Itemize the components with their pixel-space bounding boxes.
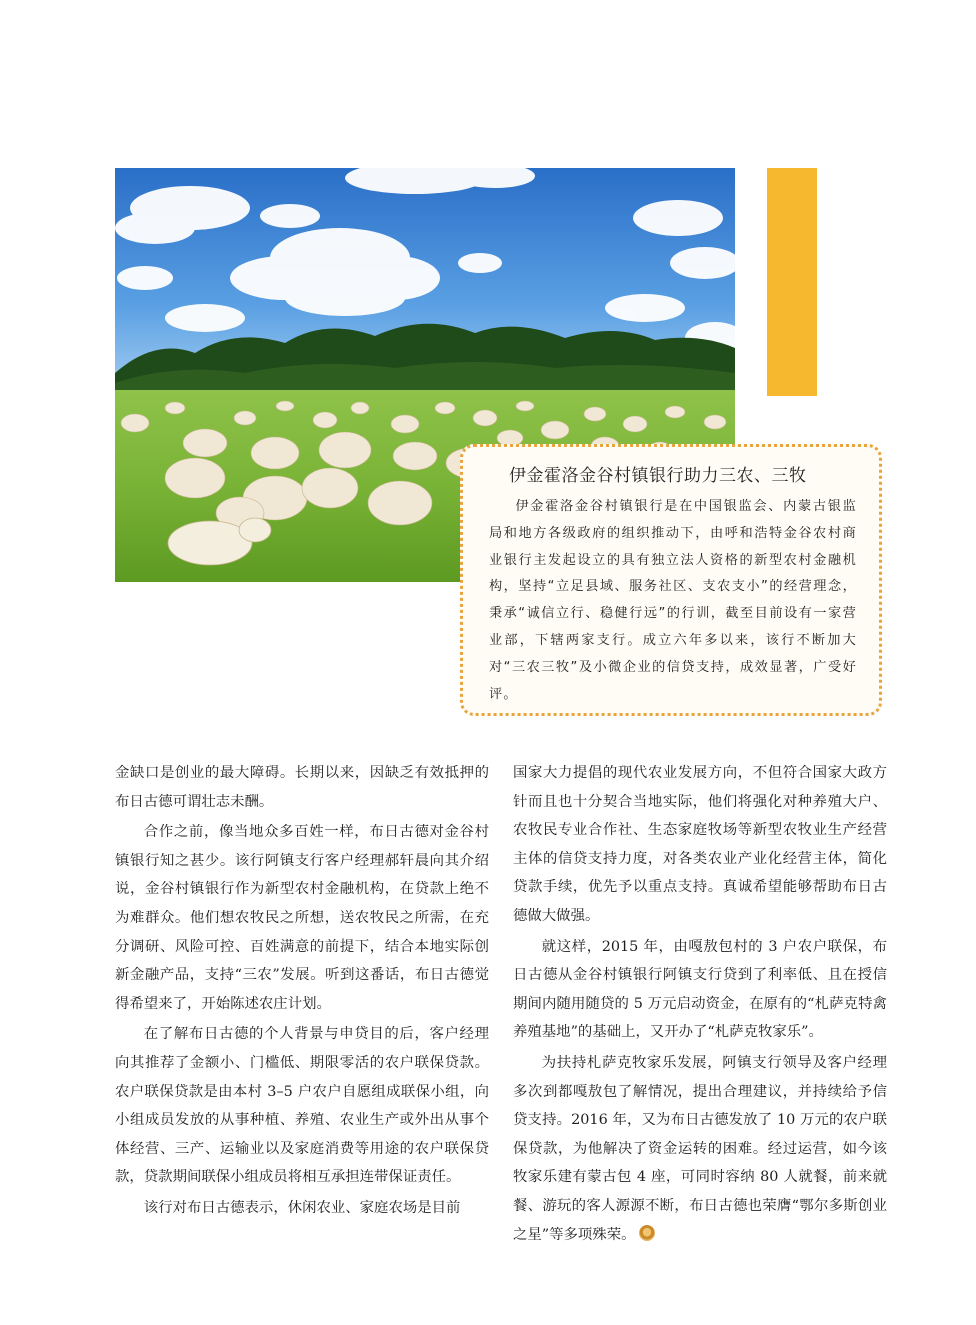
sidebox-body: 伊金霍洛金谷村镇银行是在中国银监会、内蒙古银监局和地方各级政府的组织推动下，由呼和浩特金谷农村商业银行主发起设立的具有独立法人资格的新型农村金融机构，坚持“立足县域、服务社区、支农支小”的经营理念，秉承“诚信立行、稳健行远”的行训，截至目前设有一家营业部，下辖两家支行。成立六年多以来，该行不断加大对“三农三牧”及小微企业的信贷支持，成效显著，广受好评。 [489, 499, 857, 702]
article-paragraph: 国家大力提倡的现代农业发展方向，不但符合国家大政方针而且也十分契合当地实际，他们将强化对种养殖大户、农牧民专业合作社、生态家庭牧场等新型农牧业生产经营主体的信贷支持力度，对各类农业产业化经营主体，简化贷款手续，优先予以重点支持。真诚希望能够帮助布日古德做大做强。 [513, 765, 887, 924]
sidebar-box [460, 444, 882, 716]
article-paragraph: 该行对布日古德表示，休闲农业、家庭农场是目前 [143, 1199, 461, 1216]
end-mark-icon [639, 1225, 655, 1241]
article-paragraph: 在了解布日古德的个人背景与申贷目的后，客户经理向其推荐了金额小、门槛低、期限零活的农户联保贷款。农户联保贷款是由本村 3–5 户农户自愿组成联保小组，向小组成员发放的从事种植、养殖、农业生产或外出从事个体经营、三产、运输业以及家庭消费等用途的农户联保贷款，贷款期间联保小组成员将相互承担连带保证责任。 [115, 1026, 489, 1186]
article-paragraph-last [513, 1049, 887, 1249]
accent-bar [767, 168, 817, 396]
article-column-left [115, 759, 489, 1223]
article-column-right [513, 759, 887, 1249]
sidebox-title: 伊金霍洛金谷村镇银行助力三农、三牧 [509, 466, 807, 486]
article-paragraph: 就这样，2015 年，由嘎敖包村的 3 户农户联保，布日古德从金谷村镇银行阿镇支行贷到了利率低、且在授信期间内随用随贷的 5 万元启动资金，在原有的“札萨克特禽养殖基地”的基础上，又开办了“札萨克牧家乐”。 [513, 938, 887, 1041]
article-paragraph-text: 为扶持札萨克牧家乐发展，阿镇支行领导及客户经理多次到都嘎敖包了解情况，提出合理建议，并持续给予信贷支持。2016 年，又为布日古德发放了 10 万元的农户联保贷款，为他解决了资金运转的困难。经过运营，如今该牧家乐建有蒙古包 4 座，可同时容纳 80 人就餐，前来就餐、游玩的客人源源不断，布日古德也荣膺“鄂尔多斯创业之星”等多项殊荣。 [513, 1054, 887, 1243]
article-paragraph: 合作之前，像当地众多百姓一样，布日古德对金谷村镇银行知之甚少。该行阿镇支行客户经理郝轩晨向其介绍说，金谷村镇银行作为新型农村金融机构，在贷款上绝不为难群众。他们想农牧民之所想，送农牧民之所需，在充分调研、风险可控、百姓满意的前提下，结合本地实际创新金融产品，支持“三农”发展。听到这番话，布日古德觉得希望来了，开始陈述农庄计划。 [115, 824, 489, 1012]
article-paragraph: 金缺口是创业的最大障碍。长期以来，因缺乏有效抵押的布日古德可谓壮志未酬。 [115, 765, 489, 810]
